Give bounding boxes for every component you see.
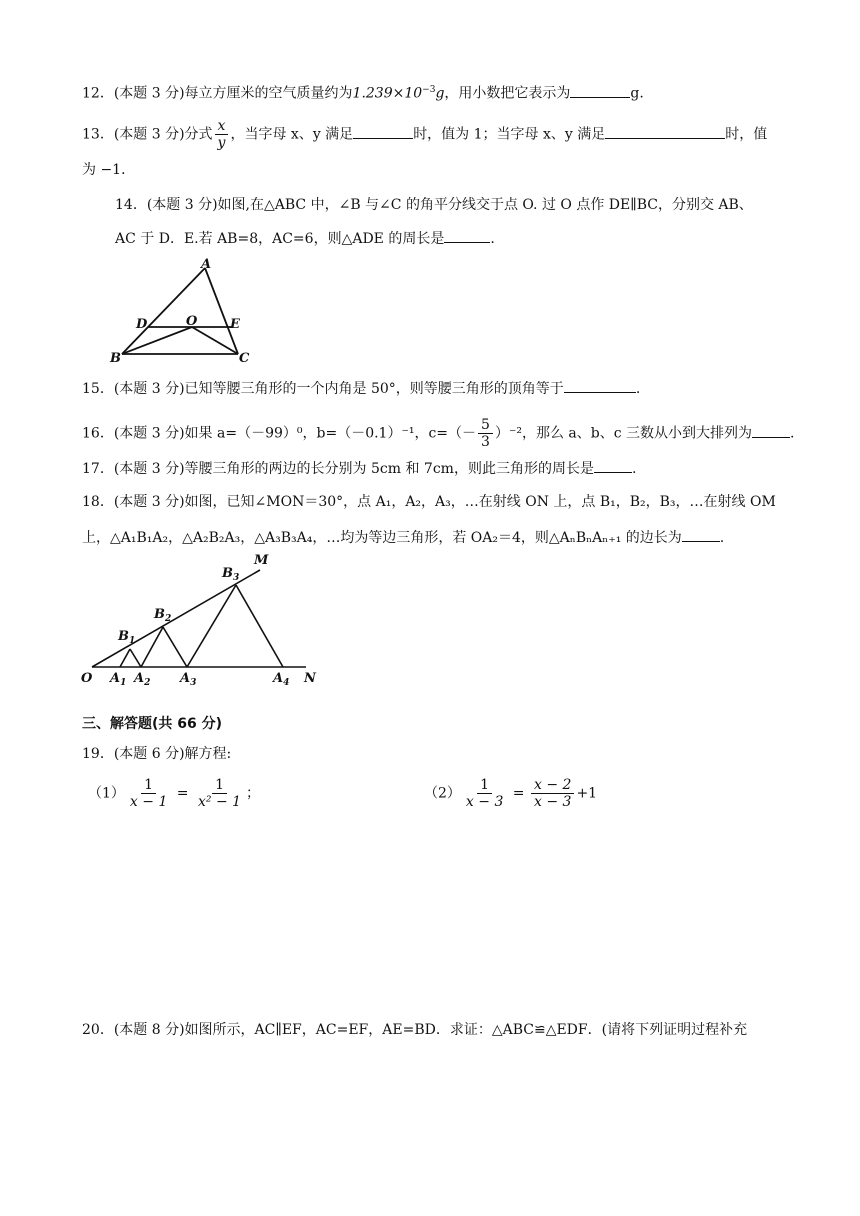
answer-blank[interactable]: [353, 124, 413, 139]
q12-value: 1.239×10: [352, 85, 423, 102]
label-a1: $A_1$: [110, 671, 127, 688]
question-14-line2: AC 于 D．E.若 AB=8，AC=6，则△ADE 的周长是 .: [115, 228, 495, 249]
answer-blank[interactable]: [594, 458, 632, 473]
question-17: 17．(本题 3 分)等腰三角形的两边的长分别为 5cm 和 7cm，则此三角形的周长是 .: [82, 458, 636, 479]
equilateral-triangles-figure: [78, 550, 328, 690]
label-b3: $B_3$: [222, 566, 240, 583]
answer-blank[interactable]: [752, 423, 790, 438]
question-12: 12．(本题 3 分)每立方厘米的空气质量约为$1.239\times 10^{-3}g$，用小数把它表示为 g.: [82, 80, 644, 104]
question-18-line2: 上，△A₁B₁A₂，△A₂B₂A₃，△A₃B₃A₄，…均为等边三角形，若 OA₂＝4，则△AₙBₙAₙ₊₁ 的边长为 .: [82, 527, 724, 548]
question-13: 13．(本题 3 分)分式 $\frac{x}{y}$ ，当字母 x、y 满足 时，值为 1；当字母 x、y 满足 时，值: [82, 118, 768, 151]
question-13-line2: 为 −1．: [82, 162, 136, 178]
fraction-5-over-3: $\frac{5}{3}$: [478, 417, 493, 450]
answer-blank[interactable]: [564, 378, 636, 393]
q12-exponent: −3: [422, 85, 436, 95]
question-14: 14．(本题 3 分)如图,在△ABC 中，∠B 与∠C 的角平分线交于点 O. 过 O 点作 DE∥BC，分别交 AB、: [115, 197, 753, 213]
equation-1: （1） $\frac{1}{x - 1}$ = $\frac{1}{\text{x² − 1}}$ ；: [88, 777, 261, 810]
equation-2: （2） $\frac{1}{x - 3}$ = $\frac{x - 2}{x - 3}$ +1: [424, 777, 598, 810]
fraction-x-over-y: $\frac{x}{y}$: [215, 118, 229, 151]
question-15: 15．(本题 3 分)已知等腰三角形的一个内角是 50°，则等腰三角形的顶角等于 .: [82, 378, 640, 399]
label-o: O: [81, 671, 93, 686]
label-b1: $B_1$: [118, 629, 136, 646]
label-e: E: [230, 317, 240, 332]
label-d: D: [136, 317, 148, 332]
question-20: 20．(本题 8 分)如图所示，AC∥EF，AC=EF，AE=BD．求证：△ABC≌△EDF．(请将下列证明过程补充: [82, 1022, 748, 1038]
label-b: B: [110, 351, 121, 366]
answer-blank[interactable]: [444, 228, 490, 243]
triangle-abc-figure: [108, 256, 258, 366]
question-18: 18．(本题 3 分)如图，已知∠MON＝30°，点 A₁，A₂，A₃，…在射线 ON 上，点 B₁，B₂，B₃，…在射线 OM: [82, 494, 776, 510]
label-o: O: [186, 314, 198, 329]
label-m: M: [254, 553, 269, 568]
answer-blank[interactable]: [682, 527, 720, 542]
label-a3: $A_3$: [180, 671, 197, 688]
section-title: 三、解答题(共 66 分): [82, 716, 223, 732]
label-a4: $A_4$: [273, 671, 290, 688]
answer-blank[interactable]: [570, 83, 630, 98]
answer-blank[interactable]: [605, 124, 725, 139]
label-c: C: [239, 351, 250, 366]
label-a2: $A_2$: [134, 671, 151, 688]
question-16: 16．(本题 3 分)如果 a=（－99）⁰，b=（－0.1）⁻¹，c=（－ $\frac{5}{3}$ ）⁻²，那么 a、b、c 三数从小到大排列为 .: [82, 417, 795, 450]
label-a: A: [201, 257, 212, 272]
label-n: N: [304, 671, 316, 686]
question-19: 19．(本题 6 分)解方程:: [82, 746, 232, 762]
label-b2: $B_2$: [154, 607, 172, 624]
